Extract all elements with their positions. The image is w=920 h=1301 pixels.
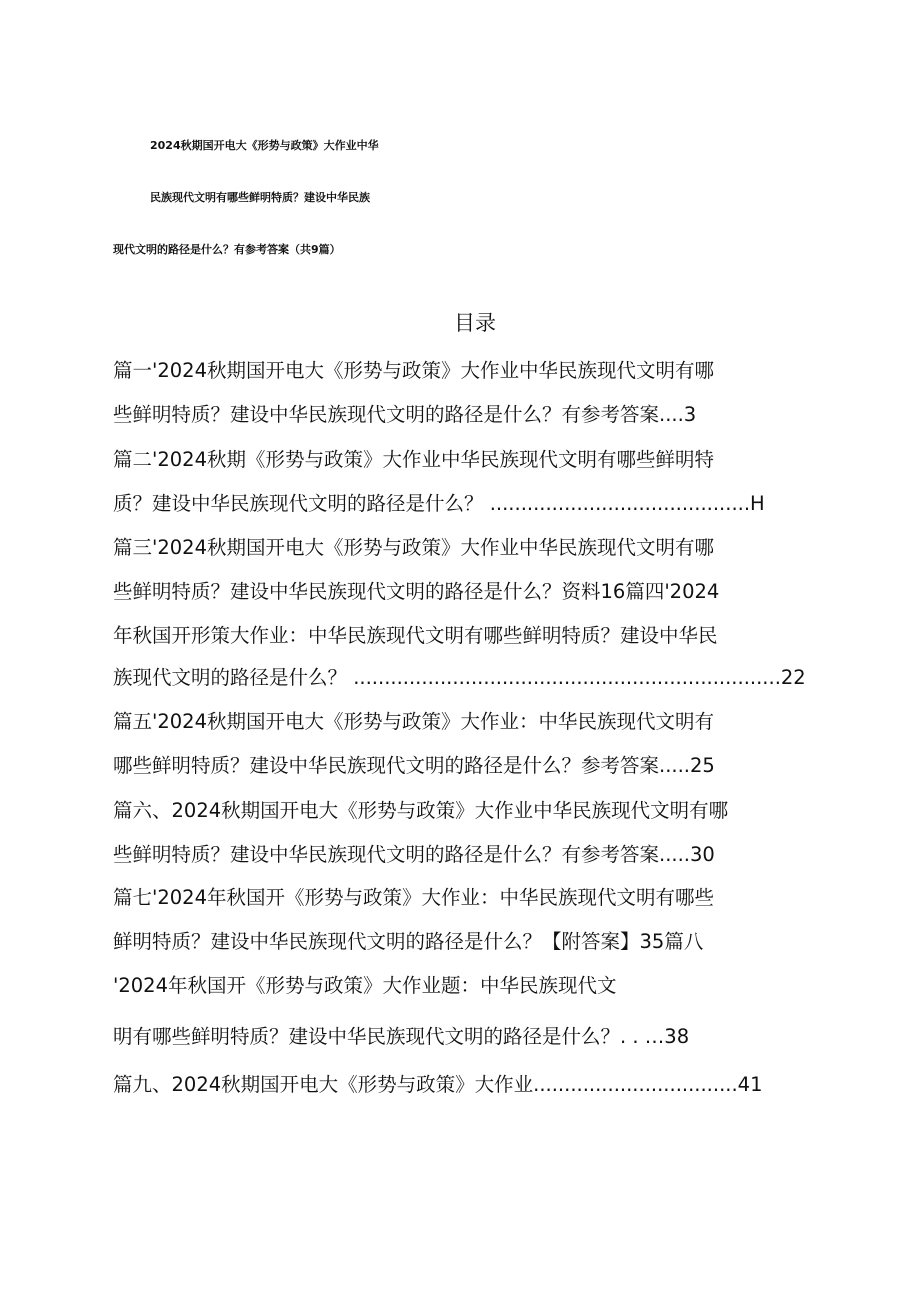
toc-line[interactable]: 篇七'2024年秋国开《形势与政策》大作业：中华民族现代文明有哪些 [113,886,714,909]
toc-line[interactable]: '2024年秋国开《形势与政策》大作业题：中华民族现代文 [113,974,617,997]
toc-line[interactable]: 篇三'2024秋期国开电大《形势与政策》大作业中华民族现代文明有哪 [113,536,714,559]
toc-line[interactable]: 些鲜明特质？建设中华民族现代文明的路径是什么？有参考答案.....30 [113,843,715,866]
toc-line[interactable]: 年秋国开形策大作业：中华民族现代文明有哪些鲜明特质？建设中华民 [113,624,718,647]
toc-line[interactable]: 族现代文明的路径是什么？ .....................................................................22 [113,666,806,689]
document-title-line-1: 2024秋期国开电大《形势与政策》大作业中华 [150,139,379,152]
toc-line[interactable]: 篇一'2024秋期国开电大《形势与政策》大作业中华民族现代文明有哪 [113,359,714,382]
toc-line[interactable]: 篇九、2024秋期国开电大《形势与政策》大作业.................................41 [113,1073,763,1096]
toc-line[interactable]: 篇五'2024秋期国开电大《形势与政策》大作业：中华民族现代文明有 [113,710,714,733]
toc-line[interactable]: 哪些鲜明特质？建设中华民族现代文明的路径是什么？参考答案.....25 [113,754,715,777]
toc-line[interactable]: 篇六、2024秋期国开电大《形势与政策》大作业中华民族现代文明有哪 [113,799,729,822]
toc-line[interactable]: 明有哪些鲜明特质？建设中华民族现代文明的路径是什么？. . …38 [113,1025,690,1048]
document-title-line-3: 现代文明的路径是什么？有参考答案（共9篇） [113,243,341,256]
toc-line[interactable]: 篇二'2024秋期《形势与政策》大作业中华民族现代文明有哪些鲜明特 [113,448,714,471]
toc-line[interactable]: 些鲜明特质？建设中华民族现代文明的路径是什么？有参考答案....3 [113,403,697,426]
toc-line[interactable]: 些鲜明特质？建设中华民族现代文明的路径是什么？资料16篇四'2024 [113,580,720,603]
toc-heading: 目录 [454,311,496,335]
document-title-line-2: 民族现代文明有哪些鲜明特质？建设中华民族 [150,191,370,204]
toc-line[interactable]: 鲜明特质？建设中华民族现代文明的路径是什么？【附答案】35篇八 [113,930,704,953]
toc-line[interactable]: 质？建设中华民族现代文明的路径是什么？ ..........................................H [113,492,765,515]
